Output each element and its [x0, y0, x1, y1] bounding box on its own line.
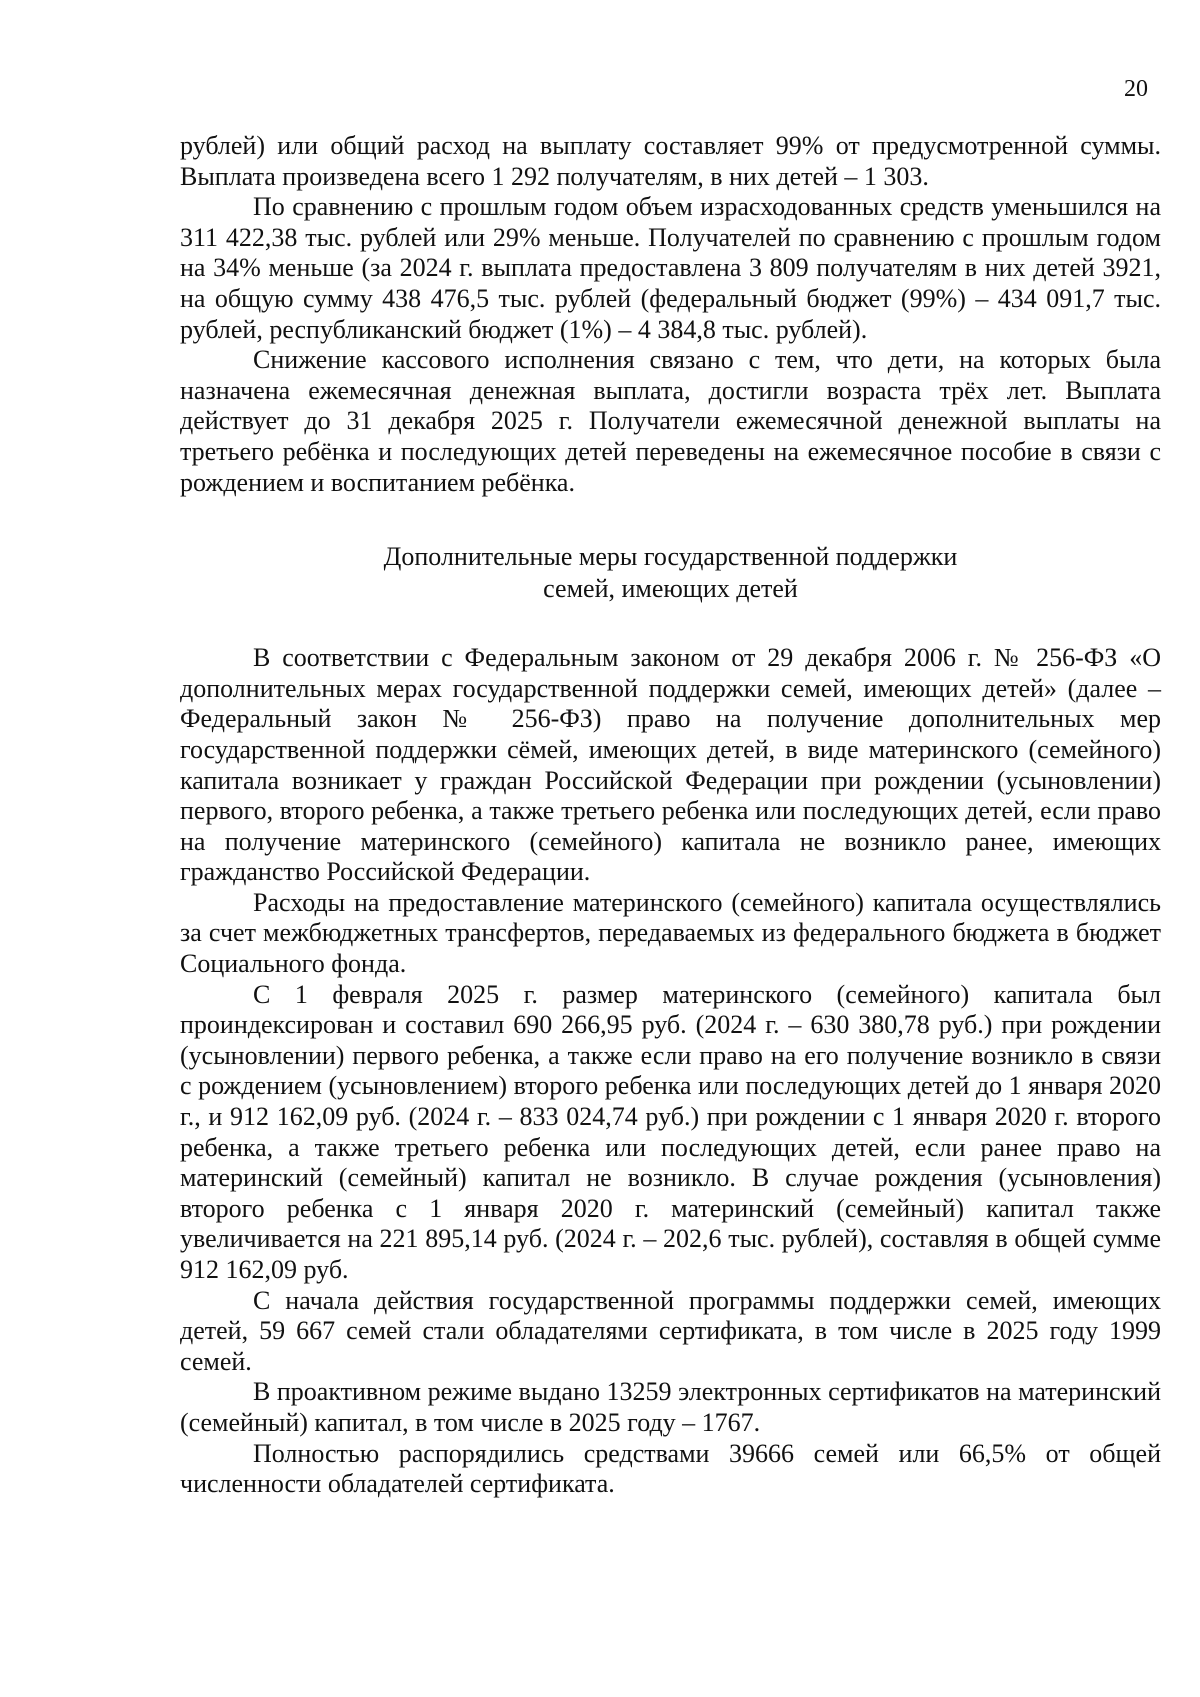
section-heading-line-1: Дополнительные меры государственной поддержки [383, 542, 958, 572]
section-heading-line-2: семей, имеющих детей [543, 574, 798, 604]
section-heading [180, 541, 1161, 605]
paragraph-comparison: По сравнению с прошлым годом объем израсходованных средств уменьшился на 311 422,38 тыс. рублей или 29% меньше. Получателей по сравнению с прошлым годом на 34% меньше (за 2024 г. выплата предоставлена 3 809 получателям в них детей 3921, на общую сумму 438 476,5 тыс. рублей (федеральный бюджет (99%) – 434 091,7 тыс. рублей, республиканский бюджет (1%) – 4 384,8 тыс. рублей). [180, 192, 1161, 344]
paragraph-continuation: рублей) или общий расход на выплату составляет 99% от предусмотренной суммы. Выплата произведена всего 1 292 получателям, в них детей – 1 303. [180, 131, 1161, 191]
document-body [180, 131, 1161, 1500]
paragraph-proactive-mode: В проактивном режиме выдано 13259 электронных сертификатов на материнский (семейный) капитал, в том числе в 2025 году – 1767. [180, 1377, 1161, 1437]
paragraph-expenses: Расходы на предоставление материнского (семейного) капитала осуществлялись за счет межбюджетных трансфертов, передаваемых из федерального бюджета в бюджет Социального фонда. [180, 887, 1161, 979]
paragraph-indexation: С 1 февраля 2025 г. размер материнского (семейного) капитала был проиндексирован и составил 690 266,95 руб. (2024 г. – 630 380,78 руб.) при рождении (усыновлении) первого ребенка, а также если право на его получение возникло в связи с рождением (усыновлением) второго ребенка или последующих детей до 1 января 2020 г., и 912 162,09 руб. (2024 г. – 833 024,74 руб.) при рождении с 1 января 2020 г. второго ребенка, а также третьего ребенка или последующих детей, если ранее право на материнский (семейный) капитал не возникло. В случае рождения (усыновления) второго ребенка с 1 января 2020 г. материнский (семейный) капитал также увеличивается на 221 895,14 руб. (2024 г. – 202,6 тыс. рублей), составляя в общей сумме 912 162,09 руб. [180, 979, 1161, 1284]
paragraph-decrease-reason: Снижение кассового исполнения связано с тем, что дети, на которых была назначена ежемесячная денежная выплата, достигли возраста трёх лет. Выплата действует до 31 декабря 2025 г. Получатели ежемесячной денежной выплаты на третьего ребёнка и последующих детей переведены на ежемесячное пособие в связи с рождением и воспитанием ребёнка. [180, 345, 1161, 497]
page-number: 20 [1124, 76, 1148, 102]
paragraph-certificate-holders: С начала действия государственной программы поддержки семей, имеющих детей, 59 667 семей стали обладателями сертификата, в том числе в 2025 году 1999 семей. [180, 1285, 1161, 1376]
paragraph-fully-used: Полностью распорядились средствами 39666 семей или 66,5% от общей численности обладателей сертификата. [180, 1438, 1161, 1499]
paragraph-federal-law: В соответствии с Федеральным законом от 29 декабря 2006 г. № 256-ФЗ «О дополнительных мерах государственной поддержки семей, имеющих детей» (далее – Федеральный закон № 256-ФЗ) право на получение дополнительных мер государственной поддержки сёмей, имеющих детей, в виде материнского (семейного) капитала возникает у граждан Российской Федерации при рождении (усыновлении) первого, второго ребенка, а также третьего ребенка или последующих детей, если право на получение материнского (семейного) капитала не возникло ранее, имеющих гражданство Российской Федерации. [180, 643, 1161, 887]
